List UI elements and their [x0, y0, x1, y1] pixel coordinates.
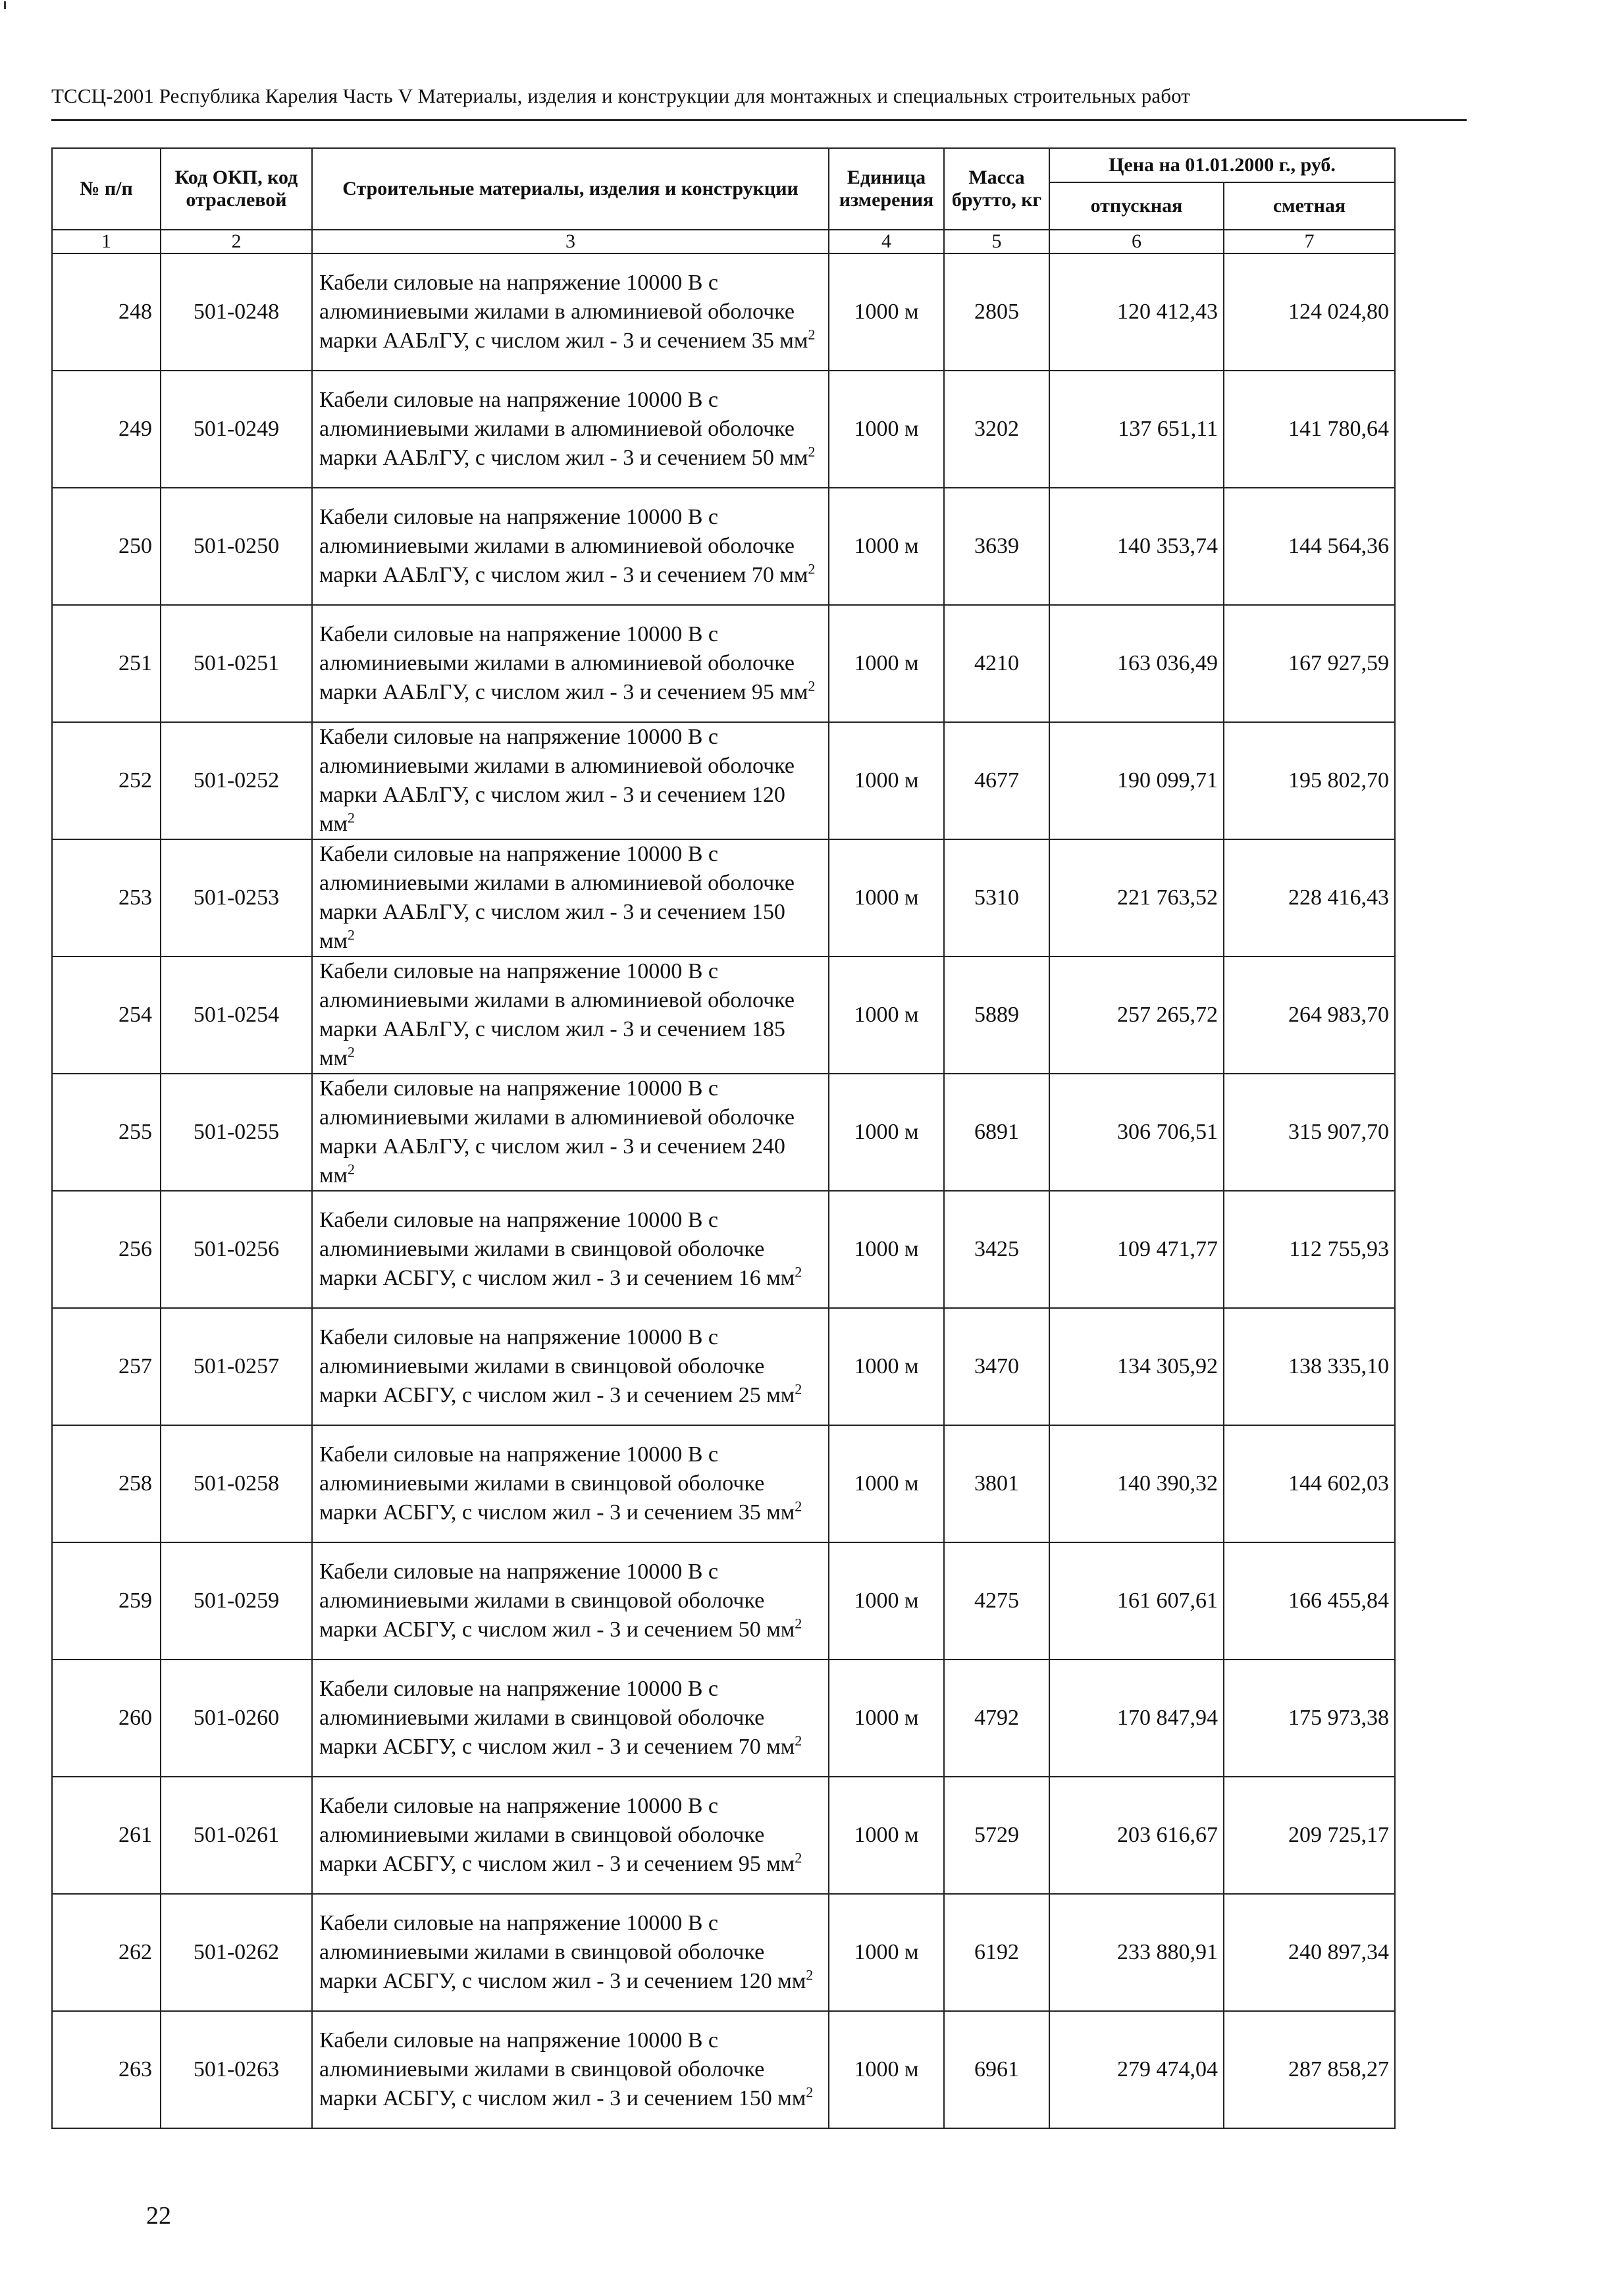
row-unit: 1000 м [829, 1191, 944, 1308]
row-mass: 2805 [944, 253, 1049, 371]
row-mass: 4792 [944, 1660, 1049, 1777]
squared-superscript: 2 [795, 1615, 802, 1632]
table-row [52, 1425, 1395, 1542]
table-row [52, 2011, 1395, 2128]
row-price-release: 233 880,91 [1049, 1894, 1224, 2011]
squared-superscript: 2 [348, 926, 355, 943]
row-code: 501-0260 [161, 1660, 312, 1777]
row-unit: 1000 м [829, 1660, 944, 1777]
table-row [52, 956, 1395, 1074]
row-price-estimate: 167 927,59 [1224, 605, 1395, 722]
row-number: 249 [52, 371, 161, 488]
row-price-estimate: 264 983,70 [1224, 956, 1395, 1074]
squared-superscript: 2 [795, 1380, 802, 1398]
row-price-release: 163 036,49 [1049, 605, 1224, 722]
row-number: 259 [52, 1542, 161, 1660]
row-description [312, 1542, 829, 1660]
row-price-release: 221 763,52 [1049, 839, 1224, 956]
row-price-release: 134 305,92 [1049, 1308, 1224, 1425]
row-code: 501-0251 [161, 605, 312, 722]
row-description-text: Кабели силовые на напряжение 10000 В с алюминиевыми жилами в свинцовой оболочке марки АСБГУ, с числом жил - 3 и сечением 16 мм [319, 1208, 795, 1290]
table-row [52, 1308, 1395, 1425]
row-number: 258 [52, 1425, 161, 1542]
row-description-text: Кабели силовые на напряжение 10000 В с алюминиевыми жилами в свинцовой оболочке марки АСБГУ, с числом жил - 3 и сечением 120 мм [319, 1911, 806, 1993]
row-price-release: 257 265,72 [1049, 956, 1224, 1074]
row-code: 501-0262 [161, 1894, 312, 2011]
squared-superscript: 2 [795, 1263, 802, 1280]
row-mass: 6192 [944, 1894, 1049, 2011]
row-mass: 3639 [944, 488, 1049, 605]
squared-superscript: 2 [806, 1966, 814, 1983]
row-description [312, 722, 829, 839]
row-description-text: Кабели силовые на напряжение 10000 В с алюминиевыми жилами в алюминиевой оболочке марки ААБлГУ, с числом жил - 3 и сечением 120 мм [319, 725, 795, 836]
row-unit: 1000 м [829, 488, 944, 605]
row-price-release: 140 353,74 [1049, 488, 1224, 605]
header-unit: Единица измерения [829, 148, 944, 230]
row-description-text: Кабели силовые на напряжение 10000 В с алюминиевыми жилами в свинцовой оболочке марки АСБГУ, с числом жил - 3 и сечением 70 мм [319, 1677, 795, 1759]
row-price-estimate: 144 602,03 [1224, 1425, 1395, 1542]
row-code: 501-0259 [161, 1542, 312, 1660]
row-price-release: 140 390,32 [1049, 1425, 1224, 1542]
row-mass: 5310 [944, 839, 1049, 956]
row-unit: 1000 м [829, 1542, 944, 1660]
row-number: 257 [52, 1308, 161, 1425]
row-description [312, 1660, 829, 1777]
scan-corner-mark [4, 1, 6, 9]
row-description-text: Кабели силовые на напряжение 10000 В с алюминиевыми жилами в свинцовой оболочке марки АСБГУ, с числом жил - 3 и сечением 50 мм [319, 1559, 795, 1642]
column-number: 3 [312, 230, 829, 253]
row-mass: 4210 [944, 605, 1049, 722]
row-unit: 1000 м [829, 722, 944, 839]
row-price-estimate: 209 725,17 [1224, 1777, 1395, 1894]
row-unit: 1000 м [829, 1425, 944, 1542]
row-unit: 1000 м [829, 1308, 944, 1425]
row-number: 263 [52, 2011, 161, 2128]
column-number: 2 [161, 230, 312, 253]
row-code: 501-0258 [161, 1425, 312, 1542]
table-row [52, 839, 1395, 956]
table-header [52, 148, 1395, 253]
row-mass: 5729 [944, 1777, 1049, 1894]
table-row [52, 605, 1395, 722]
row-price-estimate: 195 802,70 [1224, 722, 1395, 839]
column-number: 1 [52, 230, 161, 253]
row-mass: 3425 [944, 1191, 1049, 1308]
row-unit: 1000 м [829, 605, 944, 722]
header-rule [51, 119, 1467, 121]
row-description [312, 1894, 829, 2011]
squared-superscript: 2 [795, 1498, 802, 1515]
table-row [52, 1894, 1395, 2011]
row-price-estimate: 144 564,36 [1224, 488, 1395, 605]
row-mass: 3470 [944, 1308, 1049, 1425]
squared-superscript: 2 [808, 326, 816, 343]
row-mass: 5889 [944, 956, 1049, 1074]
row-unit: 1000 м [829, 253, 944, 371]
row-description-text: Кабели силовые на напряжение 10000 В с алюминиевыми жилами в алюминиевой оболочке марки ААБлГУ, с числом жил - 3 и сечением 240 мм [319, 1076, 795, 1188]
header-code: Код ОКП, код отраслевой [161, 148, 312, 230]
table-row [52, 253, 1395, 371]
column-number: 6 [1049, 230, 1224, 253]
row-price-estimate: 315 907,70 [1224, 1074, 1395, 1191]
row-price-release: 203 616,67 [1049, 1777, 1224, 1894]
row-number: 262 [52, 1894, 161, 2011]
column-number-row [52, 230, 1395, 253]
row-number: 251 [52, 605, 161, 722]
row-number: 261 [52, 1777, 161, 1894]
table-row [52, 722, 1395, 839]
squared-superscript: 2 [808, 677, 816, 694]
row-number: 256 [52, 1191, 161, 1308]
row-number: 253 [52, 839, 161, 956]
row-code: 501-0261 [161, 1777, 312, 1894]
row-number: 260 [52, 1660, 161, 1777]
row-code: 501-0263 [161, 2011, 312, 2128]
row-number: 255 [52, 1074, 161, 1191]
row-description [312, 1191, 829, 1308]
row-description [312, 956, 829, 1074]
row-code: 501-0252 [161, 722, 312, 839]
row-number: 248 [52, 253, 161, 371]
row-code: 501-0249 [161, 371, 312, 488]
squared-superscript: 2 [808, 443, 816, 460]
row-description-text: Кабели силовые на напряжение 10000 В с алюминиевыми жилами в алюминиевой оболочке марки ААБлГУ, с числом жил - 3 и сечением 50 мм [319, 388, 808, 470]
row-code: 501-0248 [161, 253, 312, 371]
row-description [312, 1074, 829, 1191]
row-price-estimate: 240 897,34 [1224, 1894, 1395, 2011]
row-number: 252 [52, 722, 161, 839]
row-description-text: Кабели силовые на напряжение 10000 В с алюминиевыми жилами в алюминиевой оболочке марки ААБлГУ, с числом жил - 3 и сечением 150 мм [319, 842, 795, 953]
row-description [312, 1425, 829, 1542]
row-description-text: Кабели силовые на напряжение 10000 В с алюминиевыми жилами в алюминиевой оболочке марки ААБлГУ, с числом жил - 3 и сечением 95 мм [319, 622, 808, 704]
row-price-release: 306 706,51 [1049, 1074, 1224, 1191]
table-body [52, 253, 1395, 2128]
row-unit: 1000 м [829, 1777, 944, 1894]
price-table [51, 147, 1396, 2129]
row-mass: 6961 [944, 2011, 1049, 2128]
row-description [312, 839, 829, 956]
header-price-estimate: сметная [1224, 182, 1395, 230]
squared-superscript: 2 [348, 809, 355, 826]
row-unit: 1000 м [829, 956, 944, 1074]
row-price-estimate: 228 416,43 [1224, 839, 1395, 956]
table-row [52, 1542, 1395, 1660]
row-unit: 1000 м [829, 839, 944, 956]
row-unit: 1000 м [829, 1894, 944, 2011]
row-description-text: Кабели силовые на напряжение 10000 В с алюминиевыми жилами в алюминиевой оболочке марки ААБлГУ, с числом жил - 3 и сечением 70 мм [319, 505, 808, 587]
header-price-release: отпускная [1049, 182, 1224, 230]
row-price-release: 120 412,43 [1049, 253, 1224, 371]
row-mass: 3801 [944, 1425, 1049, 1542]
row-number: 250 [52, 488, 161, 605]
column-number: 5 [944, 230, 1049, 253]
squared-superscript: 2 [348, 1161, 355, 1178]
page-header: ТССЦ-2001 Республика Карелия Часть V Материалы, изделия и конструкции для монтажных и специальных строительных работ [51, 84, 1190, 107]
table-row [52, 1777, 1395, 1894]
row-unit: 1000 м [829, 2011, 944, 2128]
row-price-release: 190 099,71 [1049, 722, 1224, 839]
table-row [52, 371, 1395, 488]
row-mass: 4275 [944, 1542, 1049, 1660]
row-description-text: Кабели силовые на напряжение 10000 В с алюминиевыми жилами в алюминиевой оболочке марки ААБлГУ, с числом жил - 3 и сечением 185 мм [319, 959, 795, 1070]
row-description-text: Кабели силовые на напряжение 10000 В с алюминиевыми жилами в свинцовой оболочке марки АСБГУ, с числом жил - 3 и сечением 35 мм [319, 1442, 795, 1525]
squared-superscript: 2 [348, 1043, 355, 1061]
row-unit: 1000 м [829, 1074, 944, 1191]
row-description-text: Кабели силовые на напряжение 10000 В с алюминиевыми жилами в свинцовой оболочке марки АСБГУ, с числом жил - 3 и сечением 25 мм [319, 1325, 795, 1407]
row-code: 501-0256 [161, 1191, 312, 1308]
row-description [312, 488, 829, 605]
row-description [312, 253, 829, 371]
row-description-text: Кабели силовые на напряжение 10000 В с алюминиевыми жилами в свинцовой оболочке марки АСБГУ, с числом жил - 3 и сечением 150 мм [319, 2028, 806, 2110]
row-code: 501-0253 [161, 839, 312, 956]
row-description [312, 1308, 829, 1425]
squared-superscript: 2 [808, 560, 816, 577]
squared-superscript: 2 [806, 2083, 814, 2101]
table-row [52, 488, 1395, 605]
row-price-estimate: 138 335,10 [1224, 1308, 1395, 1425]
page-number: 22 [146, 2202, 171, 2230]
table-row [52, 1074, 1395, 1191]
header-material: Строительные материалы, изделия и конструкции [312, 148, 829, 230]
row-price-release: 170 847,94 [1049, 1660, 1224, 1777]
row-code: 501-0255 [161, 1074, 312, 1191]
column-number: 7 [1224, 230, 1395, 253]
squared-superscript: 2 [795, 1732, 802, 1749]
table-row [52, 1660, 1395, 1777]
row-price-release: 161 607,61 [1049, 1542, 1224, 1660]
row-description-text: Кабели силовые на напряжение 10000 В с алюминиевыми жилами в свинцовой оболочке марки АСБГУ, с числом жил - 3 и сечением 95 мм [319, 1794, 795, 1876]
row-mass: 6891 [944, 1074, 1049, 1191]
table-row [52, 1191, 1395, 1308]
row-description [312, 605, 829, 722]
row-price-release: 137 651,11 [1049, 371, 1224, 488]
row-price-estimate: 175 973,38 [1224, 1660, 1395, 1777]
row-code: 501-0250 [161, 488, 312, 605]
row-unit: 1000 м [829, 371, 944, 488]
squared-superscript: 2 [795, 1849, 802, 1866]
row-price-estimate: 124 024,80 [1224, 253, 1395, 371]
row-mass: 4677 [944, 722, 1049, 839]
row-price-release: 109 471,77 [1049, 1191, 1224, 1308]
row-price-release: 279 474,04 [1049, 2011, 1224, 2128]
row-price-estimate: 141 780,64 [1224, 371, 1395, 488]
row-price-estimate: 166 455,84 [1224, 1542, 1395, 1660]
header-mass: Масса брутто, кг [944, 148, 1049, 230]
row-mass: 3202 [944, 371, 1049, 488]
row-number: 254 [52, 956, 161, 1074]
row-description [312, 2011, 829, 2128]
row-description [312, 1777, 829, 1894]
row-description-text: Кабели силовые на напряжение 10000 В с алюминиевыми жилами в алюминиевой оболочке марки ААБлГУ, с числом жил - 3 и сечением 35 мм [319, 271, 808, 353]
row-code: 501-0257 [161, 1308, 312, 1425]
header-price-group: Цена на 01.01.2000 г., руб. [1049, 148, 1395, 182]
row-code: 501-0254 [161, 956, 312, 1074]
row-price-estimate: 287 858,27 [1224, 2011, 1395, 2128]
row-price-estimate: 112 755,93 [1224, 1191, 1395, 1308]
row-description [312, 371, 829, 488]
column-number: 4 [829, 230, 944, 253]
header-num: № п/п [52, 148, 161, 230]
